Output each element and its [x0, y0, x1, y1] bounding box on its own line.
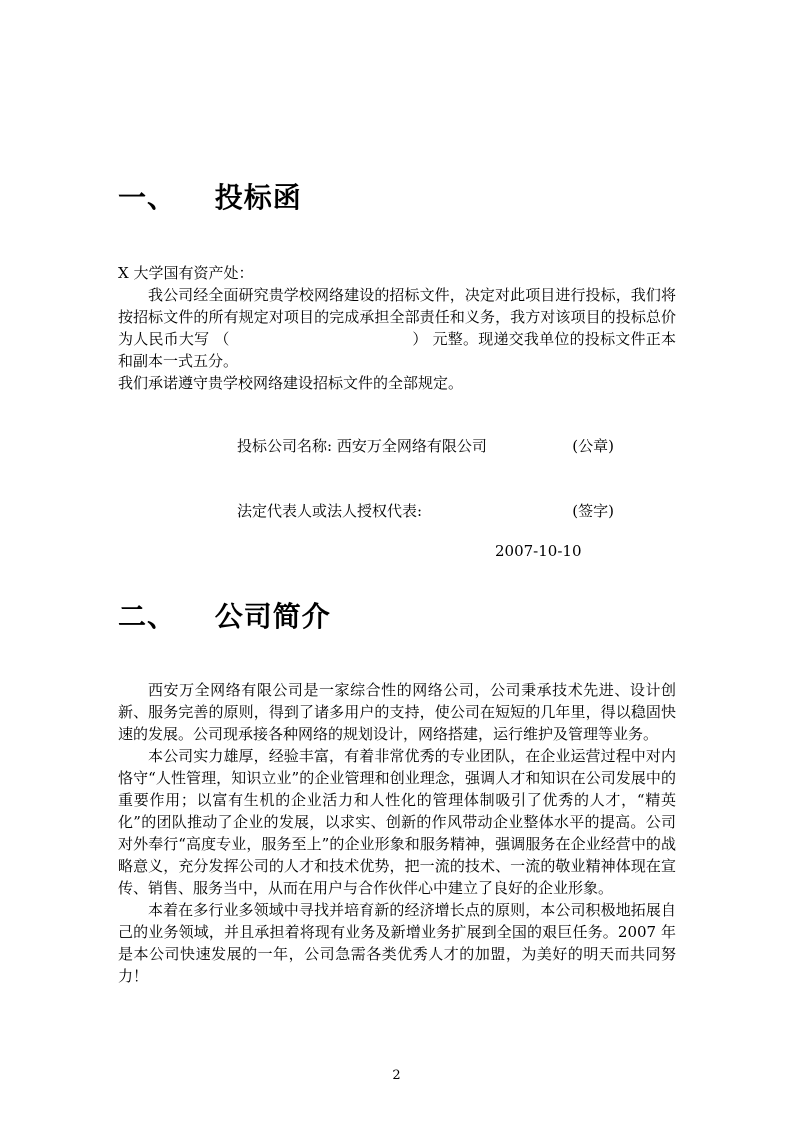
company-intro-paragraph-1: 西安万全网络有限公司是一家综合性的网络公司，公司秉承技术先进、设计创新、服务完善的原则，得到了诸多用户的支持，使公司在短短的几年里，得以稳固快速的发展。公司现承接各种网络的规划设计，网络搭建，运行维护及管理等业务。 [118, 681, 676, 743]
page-number: 2 [392, 1068, 401, 1083]
legal-representative-label: 法定代表人或法人授权代表: [237, 502, 423, 520]
promise-paragraph: 我们承诺遵守贵学校网络建设招标文件的全部规定。 [118, 374, 464, 392]
section2-heading [118, 600, 676, 634]
bidder-company-label: 投标公司名称: 西安万全网络有限公司 [237, 437, 487, 455]
section1-heading-number: 一、 [118, 181, 177, 214]
section2-heading-number: 二、 [118, 600, 177, 633]
section2-heading-title: 公司简介 [214, 600, 331, 633]
signature-label: (签字) [572, 502, 614, 520]
salutation-line: X 大学国有资产处： [118, 264, 254, 282]
company-intro-paragraph-2: 本公司实力雄厚，经验丰富，有着非常优秀的专业团队，在企业运营过程中对内恪守“人性管理，知识立业”的企业管理和创业理念，强调人才和知识在公司发展中的重要作用；以富有生机的企业活力和人性化的管理体制吸引了优秀的人才，“精英化”的团队推动了企业的发展，以求实、创新的作风带动企业整体水平的提高。公司对外奉行“高度专业，服务至上”的企业形象和服务精神，强调服务在企业经营中的战略意义，充分发挥公司的人才和技术优势，把一流的技术、一流的敬业精神体现在宣传、销售、服务当中，从而在用户与合作伙伴心中建立了良好的企业形象。 [118, 747, 676, 897]
company-intro-paragraph-3: 本着在多行业多领域中寻找并培育新的经济增长点的原则，本公司积极地拓展自己的业务领域，并且承担着将现有业务及新增业务扩展到全国的艰巨任务。2007 年是本公司快速发展的一年，公司急需各类优秀人才的加盟，为美好的明天而共同努力！ [118, 901, 676, 985]
official-seal-label: (公章) [572, 437, 614, 455]
page-content [118, 0, 676, 987]
bid-statement-paragraph: 我公司经全面研究贵学校网络建设的招标文件，决定对此项目进行投标，我们将按招标文件的所有规定对项目的完成承担全部责任和义务，我方对该项目的投标总价为人民币大写 （ ） 元整。现递交我单位的投标文件正本和副本一式五分。 [118, 286, 676, 370]
section1-heading-title: 投标函 [214, 181, 302, 214]
bid-date: 2007-10-10 [495, 542, 582, 560]
bidder-company-row [237, 435, 676, 457]
legal-representative-row [237, 500, 676, 522]
section1-heading [118, 181, 676, 215]
